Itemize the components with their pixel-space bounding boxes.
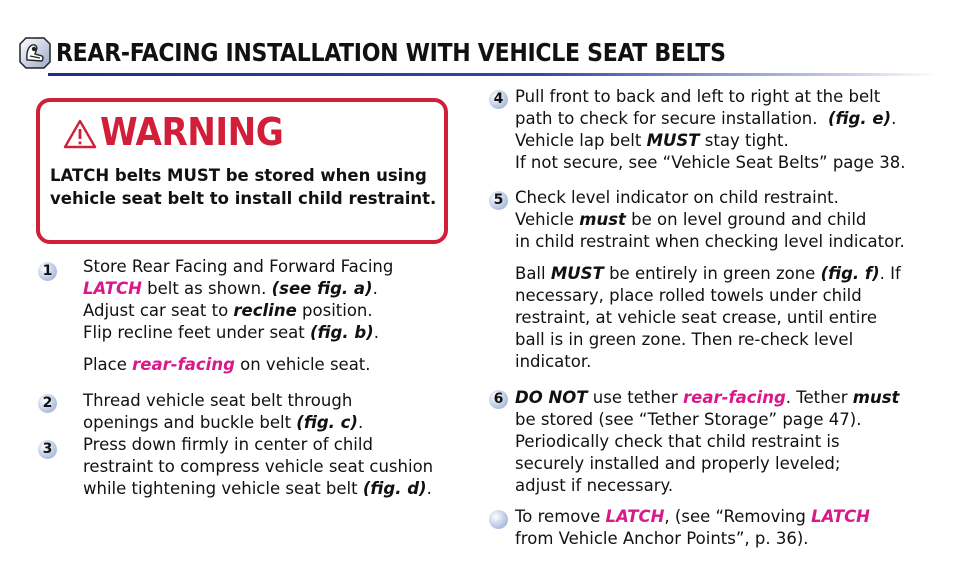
step-1-line: Adjust car seat to recline position.	[83, 301, 373, 320]
step-3-line: while tightening vehicle seat belt (fig. d).	[83, 479, 432, 498]
step-4-line: Vehicle lap belt MUST stay tight.	[515, 131, 789, 150]
step-4-line: If not secure, see “Vehicle Seat Belts” page 38.	[515, 153, 906, 172]
step-1-line: LATCH belt as shown. (see fig. a).	[83, 279, 378, 298]
step-1-text	[83, 256, 393, 376]
step-number-4: 4	[489, 90, 508, 109]
step-number-3: 3	[38, 440, 57, 459]
warning-word: WARNING	[100, 110, 284, 154]
step-5-line: Check level indicator on child restraint.	[515, 188, 839, 207]
warning-triangle-icon	[62, 118, 98, 150]
car-seat-icon	[18, 36, 52, 70]
step-number-1: 1	[38, 262, 57, 281]
step-5-line: necessary, place rolled towels under child	[515, 286, 862, 305]
step-6-line: be stored (see “Tether Storage” page 47).	[515, 410, 862, 429]
step-6-text	[515, 387, 899, 497]
step-5-line: indicator.	[515, 352, 592, 371]
step-1-line: Store Rear Facing and Forward Facing	[83, 257, 394, 276]
step-2-line: Thread vehicle seat belt through	[83, 391, 353, 410]
step-number-6: 6	[489, 390, 508, 409]
step-7-line: To remove LATCH, (see “Removing LATCH	[515, 507, 870, 526]
step-5-line: Ball MUST be entirely in green zone (fig. f). If	[515, 264, 901, 283]
step-5-line: in child restraint when checking level indicator.	[515, 232, 905, 251]
title-rule	[48, 73, 938, 76]
step-number-2: 2	[38, 394, 57, 413]
step-4-line: Pull front to back and left to right at the belt	[515, 87, 881, 106]
step-7-line: from Vehicle Anchor Points”, p. 36).	[515, 529, 809, 548]
step-3-line: Press down firmly in center of child	[83, 435, 373, 454]
step-6-line: adjust if necessary.	[515, 476, 674, 495]
step-4-line: path to check for secure installation. (fig. e).	[515, 109, 897, 128]
page-header	[18, 33, 938, 77]
step-3-text	[83, 434, 433, 500]
warning-box	[36, 98, 448, 244]
step-1-line: Flip recline feet under seat (fig. b).	[83, 323, 379, 342]
step-1-line: Place rear-facing on vehicle seat.	[83, 355, 371, 374]
page-title: REAR-FACING INSTALLATION WITH VEHICLE SEAT BELTS	[56, 38, 726, 67]
step-6-line: Periodically check that child restraint is	[515, 432, 840, 451]
warning-text: LATCH belts MUST be stored when using vehicle seat belt to install child restraint.	[50, 166, 437, 208]
step-6-line: DO NOT use tether rear-facing. Tether must	[515, 388, 900, 407]
step-6-line: securely installed and properly leveled;	[515, 454, 841, 473]
step-5-line: restraint, at vehicle seat crease, until entire	[515, 308, 877, 327]
step-5-line: ball is in green zone. Then re-check level	[515, 330, 854, 349]
step-number-5: 5	[489, 191, 508, 210]
step-5-line: Vehicle must be on level ground and child	[515, 210, 867, 229]
step-2-line: openings and buckle belt (fig. c).	[83, 413, 364, 432]
step-5-text	[515, 187, 905, 373]
bullet-circle	[489, 510, 508, 529]
step-2-text	[83, 390, 363, 434]
step-4-text	[515, 86, 906, 174]
step-7-text	[515, 506, 870, 550]
step-3-line: restraint to compress vehicle seat cushion	[83, 457, 434, 476]
